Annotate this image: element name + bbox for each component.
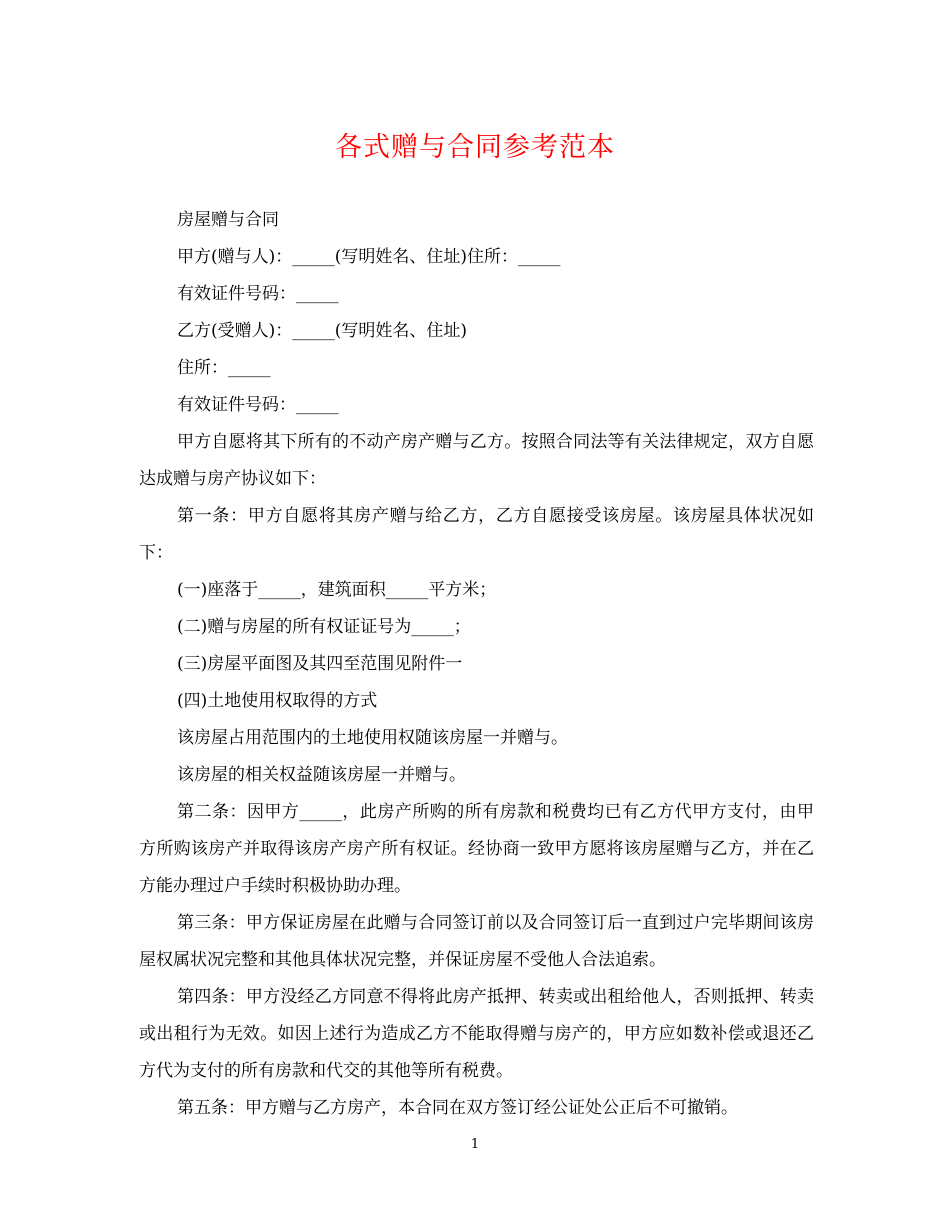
paragraph: 第三条：甲方保证房屋在此赠与合同签订前以及合同签订后一直到过户完毕期间该房屋权属状况完整和其他具体状况完整，并保证房屋不受他人合法追索。 <box>139 913 814 970</box>
paragraph: 乙方(受赠人)：_____(写明姓名、住址) <box>177 321 468 341</box>
paragraph: 该房屋的相关权益随该房屋一并赠与。 <box>177 765 466 785</box>
paragraph: 第五条：甲方赠与乙方房产，本合同在双方签订经公证处公正后不可撤销。 <box>177 1098 738 1118</box>
paragraph: 有效证件号码：_____ <box>177 395 339 415</box>
page-number: 1 <box>470 1137 480 1152</box>
paragraph: 该房屋占用范围内的土地使用权随该房屋一并赠与。 <box>177 728 568 748</box>
paragraph: 第四条：甲方没经乙方同意不得将此房产抵押、转卖或出租给他人，否则抵押、转卖或出租行为无效。如因上述行为造成乙方不能取得赠与房产的，甲方应如数补偿或退还乙方代为支付的所有房款和代交的其他等所有税费。 <box>139 987 814 1081</box>
paragraph: (四)土地使用权取得的方式 <box>177 691 378 711</box>
paragraph: 第二条：因甲方_____，此房产所购的所有房款和税费均已有乙方代甲方支付，由甲方所购该房产并取得该房产房产所有权证。经协商一致甲方愿将该房屋赠与乙方，并在乙方能办理过户手续时积极协助办理。 <box>139 802 814 896</box>
paragraph: 甲方(赠与人)：_____(写明姓名、住址)住所：_____ <box>177 247 561 267</box>
paragraph: 住所：_____ <box>177 358 271 378</box>
paragraph: 房屋赠与合同 <box>177 210 279 230</box>
paragraph: (三)房屋平面图及其四至范围见附件一 <box>177 654 463 674</box>
paragraph: (一)座落于_____，建筑面积_____平方米； <box>177 580 497 600</box>
document-title: 各式赠与合同参考范本 <box>335 132 615 163</box>
paragraph: (二)赠与房屋的所有权证证号为_____； <box>177 617 471 637</box>
document-body <box>139 202 814 1127</box>
paragraph: 有效证件号码：_____ <box>177 284 339 304</box>
paragraph: 甲方自愿将其下所有的不动产房产赠与乙方。按照合同法等有关法律规定，双方自愿达成赠与房产协议如下： <box>139 432 814 489</box>
paragraph: 第一条：甲方自愿将其房产赠与给乙方，乙方自愿接受该房屋。该房屋具体状况如下： <box>139 506 814 563</box>
